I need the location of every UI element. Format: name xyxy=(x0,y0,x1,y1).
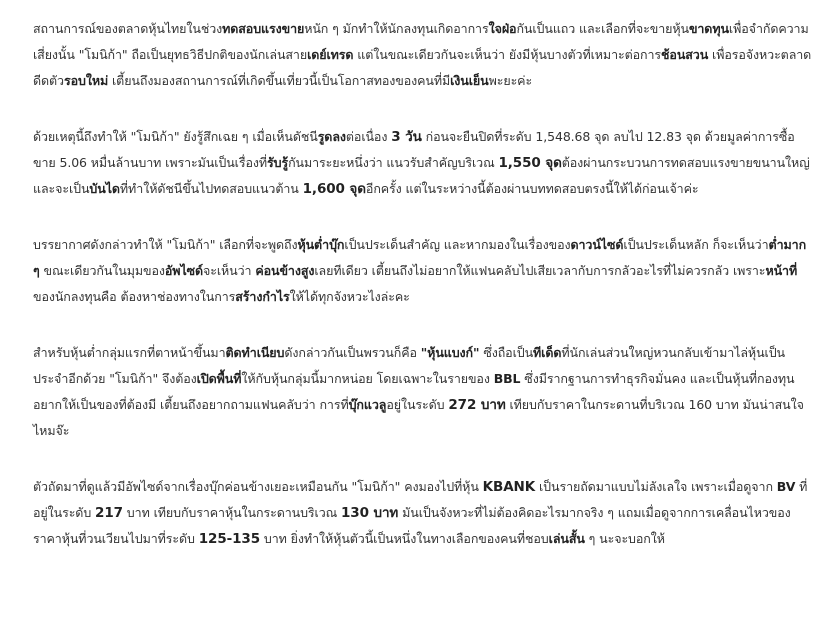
emphasis-text: อัพไซด์ xyxy=(164,263,204,278)
emphasis-text: 3 วัน xyxy=(391,129,422,145)
emphasis-text: 125-135 xyxy=(198,531,261,547)
emphasis-text: 1,550 จุด xyxy=(498,155,562,171)
emphasis-text: รับรู้ xyxy=(267,155,289,170)
emphasis-text: หน้าที่ xyxy=(765,263,798,278)
body-text: แต่ในขณะเดียวกันจะเห็นว่า ยังมีหุ้นบางตัวที่เหมาะต่อการ xyxy=(353,47,662,62)
article-paragraph-3 xyxy=(33,232,813,310)
emphasis-text: ขาดทุน xyxy=(688,21,729,36)
emphasis-text: ต่ำมาก ๆ xyxy=(33,237,807,278)
article-paragraph-5 xyxy=(33,474,813,552)
article-body xyxy=(33,16,813,582)
body-text: ให้กับหุ้นกลุ่มนี้มากหน่อย โดยเฉพาะในรายของ xyxy=(241,371,494,386)
emphasis-text: "หุ้นแบงก์" xyxy=(420,345,480,360)
body-text: เป็นประเด็นหลัก ก็จะเห็นว่า xyxy=(623,237,769,252)
emphasis-text: ติดทำเนียบ xyxy=(225,345,285,360)
body-text: กันมาระยะหนึ่งว่า แนวรับสำคัญบริเวณ xyxy=(288,155,499,170)
body-text: ดังกล่าวกันเป็นพรวนก็คือ xyxy=(284,345,421,360)
body-text: ๆ นะจะบอกให้ xyxy=(584,531,665,546)
body-text: สำหรับหุ้นต่ำกลุ่มแรกที่ตาหน้าขึ้นมา xyxy=(33,345,226,360)
body-text: เลยทีเดียว เตี้ยนถึงไม่อยากให้แฟนคลับไปเสียเวลากับการกลัวอะไรที่ไม่ควรกลัว เพราะ xyxy=(314,263,766,278)
article-paragraph-1 xyxy=(33,16,813,94)
body-text: ซึ่งถือเป็น xyxy=(479,345,534,360)
emphasis-text: บันได xyxy=(89,181,120,196)
emphasis-text: KBANK xyxy=(482,479,536,495)
emphasis-text: เล่นสั้น xyxy=(548,531,585,546)
body-text: ที่อยู่ในระดับ xyxy=(33,479,808,520)
body-text: เป็นรายถัดมาแบบไม่ลังเลใจ เพราะเมื่อดูจาก xyxy=(535,479,777,494)
emphasis-text: ทดสอบแรงขาย xyxy=(222,21,305,36)
emphasis-text: 1,600 จุด xyxy=(302,181,366,197)
body-text: หนัก ๆ มักทำให้นักลงทุนเกิดอาการ xyxy=(304,21,489,36)
emphasis-text: ช้อนสวน xyxy=(661,47,709,62)
body-text: ที่นักเล่นส่วนใหญ่หวนกลับเข้ามาไล่หุ้นเป็นประจำอีกด้วย "โมนิก้า" จึงต้อง xyxy=(33,345,785,386)
body-text: บาท ยิ่งทำให้หุ้นตัวนี้เป็นหนึ่งในทางเลือกของคนที่ชอบ xyxy=(260,531,549,546)
emphasis-text: เงินเย็น xyxy=(450,73,489,88)
emphasis-text: หุ้นต่ำบุ๊ก xyxy=(297,237,345,252)
body-text: สถานการณ์ของตลาดหุ้นไทยในช่วง xyxy=(33,21,223,36)
body-text: เทียบกับราคาในกระดานที่บริเวณ 160 บาท มันน่าสนใจไหมจ๊ะ xyxy=(33,397,804,438)
body-text: เพื่อรอจังหวะตลาดดีดตัว xyxy=(33,47,812,88)
body-text: ซึ่งมีรากฐานการทำธุรกิจมั่นคง และเป็นหุ้นที่กองทุนอยากให้เป็นของที่ต้องมี เตี้ยนถึงอยากถามแฟนคลับว่า การที่ xyxy=(33,371,795,412)
body-text: ขณะเดียวกันในมุมของ xyxy=(39,263,165,278)
emphasis-text: 130 บาท xyxy=(341,505,399,521)
body-text: อีกครั้ง แต่ในระหว่างนี้ต้องผ่านบททดสอบตรงนี้ให้ได้ก่อนเจ้าค่ะ xyxy=(365,181,699,196)
emphasis-text: ดาวน์ไซด์ xyxy=(570,237,624,252)
body-text: ต่อเนื่อง xyxy=(345,129,392,144)
emphasis-text: 217 xyxy=(95,505,123,521)
emphasis-text: เปิดพื้นที่ xyxy=(196,371,242,386)
body-text: เพื่อจำกัดความเสี่ยงนั้น "โมนิก้า" ถือเป็นยุทธวิธีปกติของนักเล่นสาย xyxy=(33,21,809,62)
article-paragraph-2 xyxy=(33,124,813,202)
body-text: มันเป็นจังหวะที่ไม่ต้องคิดอะไรมากจริง ๆ แถมเมื่อดูจากการเคลื่อนไหวของราคาหุ้นที่วนเวียนไปมาที่ระดับ xyxy=(33,505,791,546)
body-text: บรรยากาศดังกล่าวทำให้ "โมนิก้า" เลือกที่จะพูดถึง xyxy=(33,237,298,252)
article-paragraph-4 xyxy=(33,340,813,444)
emphasis-text: ทีเด็ด xyxy=(533,345,562,360)
body-text: เป็นประเด็นสำคัญ และหากมองในเรื่องของ xyxy=(344,237,571,252)
body-text: ให้ได้ทุกจังหวะไงล่ะคะ xyxy=(289,289,410,304)
body-text: ต้องผ่านกระบวนการทดสอบแรงขายขนานใหญ่ และจะเป็น xyxy=(33,155,810,196)
emphasis-text: ใจฝ่อ xyxy=(488,21,517,36)
emphasis-text: เดย์เทรด xyxy=(307,47,354,62)
body-text: ด้วยเหตุนี้ถึงทำให้ "โมนิก้า" ยังรู้สึกเฉย ๆ เมื่อเห็นดัชนี xyxy=(33,129,318,144)
body-text: ตัวถัดมาที่ดูแล้วมีอัพไซด์จากเรื่องบุ๊กค่อนข้างเยอะเหมือนกัน "โมนิก้า" คงมองไปที่หุ้น xyxy=(33,479,483,494)
emphasis-text: บุ๊กแวลู xyxy=(348,397,387,412)
body-text: ก่อนจะยืนปิดที่ระดับ 1,548.68 จุด ลบไป 12.83 จุด ด้วยมูลค่าการซื้อขาย 5.06 หมื่นล้านบาท เพราะมันเป็นเรื่องที่ xyxy=(33,129,795,170)
body-text: เตี้ยนถึงมองสถานการณ์ที่เกิดขึ้นเที่ยวนี้เป็นโอกาสทองของคนที่มี xyxy=(108,73,451,88)
emphasis-text: รอบใหม่ xyxy=(63,73,109,88)
emphasis-text: BV xyxy=(776,479,796,494)
body-text: ที่ทำให้ดัชนีขึ้นไปทดสอบแนวต้าน xyxy=(119,181,303,196)
body-text: จะเห็นว่า xyxy=(203,263,256,278)
emphasis-text: รูดลง xyxy=(317,129,346,144)
body-text: อยู่ในระดับ xyxy=(386,397,449,412)
body-text: ของนักลงทุนคือ ต้องหาช่องทางในการ xyxy=(33,289,236,304)
emphasis-text: BBL xyxy=(493,371,521,386)
body-text: บาท เทียบกับราคาหุ้นในกระดานบริเวณ xyxy=(122,505,341,520)
body-text: พะยะค่ะ xyxy=(488,73,533,88)
emphasis-text: ค่อนข้างสูง xyxy=(255,263,315,278)
emphasis-text: 272 บาท xyxy=(448,397,506,413)
emphasis-text: สร้างกำไร xyxy=(235,289,290,304)
body-text: กันเป็นแถว และเลือกที่จะขายหุ้น xyxy=(516,21,689,36)
